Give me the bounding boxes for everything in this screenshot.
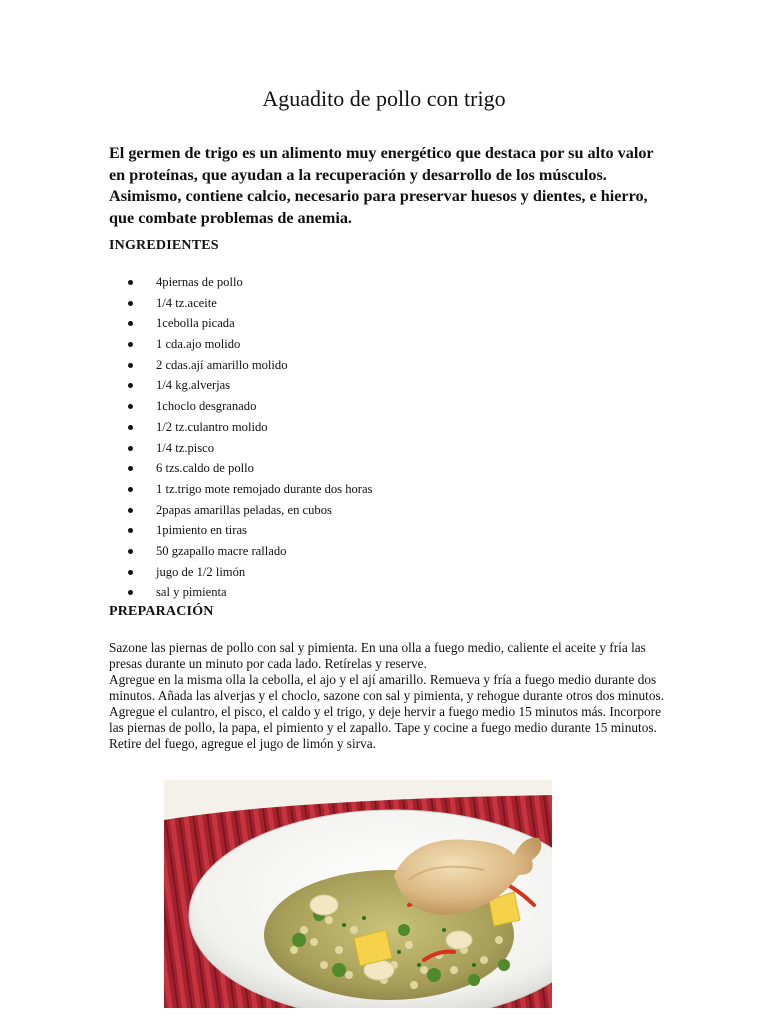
ingredient-item: 1 tz.trigo mote remojado durante dos horas <box>128 481 373 502</box>
ingredient-item: 50 gzapallo macre rallado <box>128 543 373 564</box>
bullet-icon <box>128 570 133 575</box>
soup-bowl-illustration <box>164 780 552 1008</box>
bullet-icon <box>128 363 133 368</box>
ingredient-item: 1cebolla picada <box>128 315 373 336</box>
bullet-icon <box>128 425 133 430</box>
ingredient-item: 1/2 tz.culantro molido <box>128 419 373 440</box>
ingredient-item: 6 tzs.caldo de pollo <box>128 460 373 481</box>
bullet-icon <box>128 280 133 285</box>
bullet-icon <box>128 549 133 554</box>
bullet-icon <box>128 342 133 347</box>
ingredient-item: 1/4 tz.pisco <box>128 440 373 461</box>
ingredient-item: 2 cdas.ají amarillo molido <box>128 357 373 378</box>
ingredients-heading: INGREDIENTES <box>109 238 219 253</box>
preparation-paragraph: Sazone las piernas de pollo con sal y pimienta. En una olla a fuego medio, caliente el aceite y fría las presas durante un minuto por cada lado. Retírelas y reserve. <box>109 640 646 671</box>
ingredient-item: 1 cda.ajo molido <box>128 336 373 357</box>
bullet-icon <box>128 404 133 409</box>
preparation-paragraph: Agregue en la misma olla la cebolla, el ajo y el ají amarillo. Remueva y fría a fuego medio durante dos minutos. Añada las alverjas y el choclo, sazone con sal y pimienta, y rehogue durante otros dos minutos. Agregue el culantro, el pisco, el caldo y el trigo, y deje hervir a fuego medio 15 minutos más. Incorpore las piernas de pollo, la papa, el pimiento y el zapallo. Tape y cocine a fuego medio durante 15 minutos. Retire del fuego, agregue el jugo de limón y sirva. <box>109 672 665 751</box>
ingredient-item: jugo de 1/2 limón <box>128 564 373 585</box>
bullet-icon <box>128 383 133 388</box>
preparation-heading: PREPARACIÓN <box>109 604 214 619</box>
ingredient-item: 1/4 kg.alverjas <box>128 377 373 398</box>
bullet-icon <box>128 301 133 306</box>
intro-paragraph: El germen de trigo es un alimento muy energético que destaca por su alto valor en proteínas, que ayudan a la recuperación y desarrollo de los músculos. Asimismo, contiene calcio, necesario para preservar huesos y dientes, e hierro, que combate problemas de anemia. <box>109 144 654 227</box>
dish-photo <box>164 780 552 1008</box>
preparation-text <box>109 640 669 752</box>
bullet-icon <box>128 508 133 513</box>
ingredient-item: 2papas amarillas peladas, en cubos <box>128 502 373 523</box>
ingredient-item: sal y pimienta <box>128 584 373 605</box>
bullet-icon <box>128 590 133 595</box>
ingredient-item: 1choclo desgranado <box>128 398 373 419</box>
recipe-title: Aguadito de pollo con trigo <box>262 86 506 111</box>
ingredient-item: 1pimiento en tiras <box>128 522 373 543</box>
bullet-icon <box>128 321 133 326</box>
bullet-icon <box>128 487 133 492</box>
ingredient-item: 4piernas de pollo <box>128 274 373 295</box>
bullet-icon <box>128 446 133 451</box>
ingredient-item: 1/4 tz.aceite <box>128 295 373 316</box>
bullet-icon <box>128 528 133 533</box>
ingredients-list <box>128 274 373 605</box>
bullet-icon <box>128 466 133 471</box>
